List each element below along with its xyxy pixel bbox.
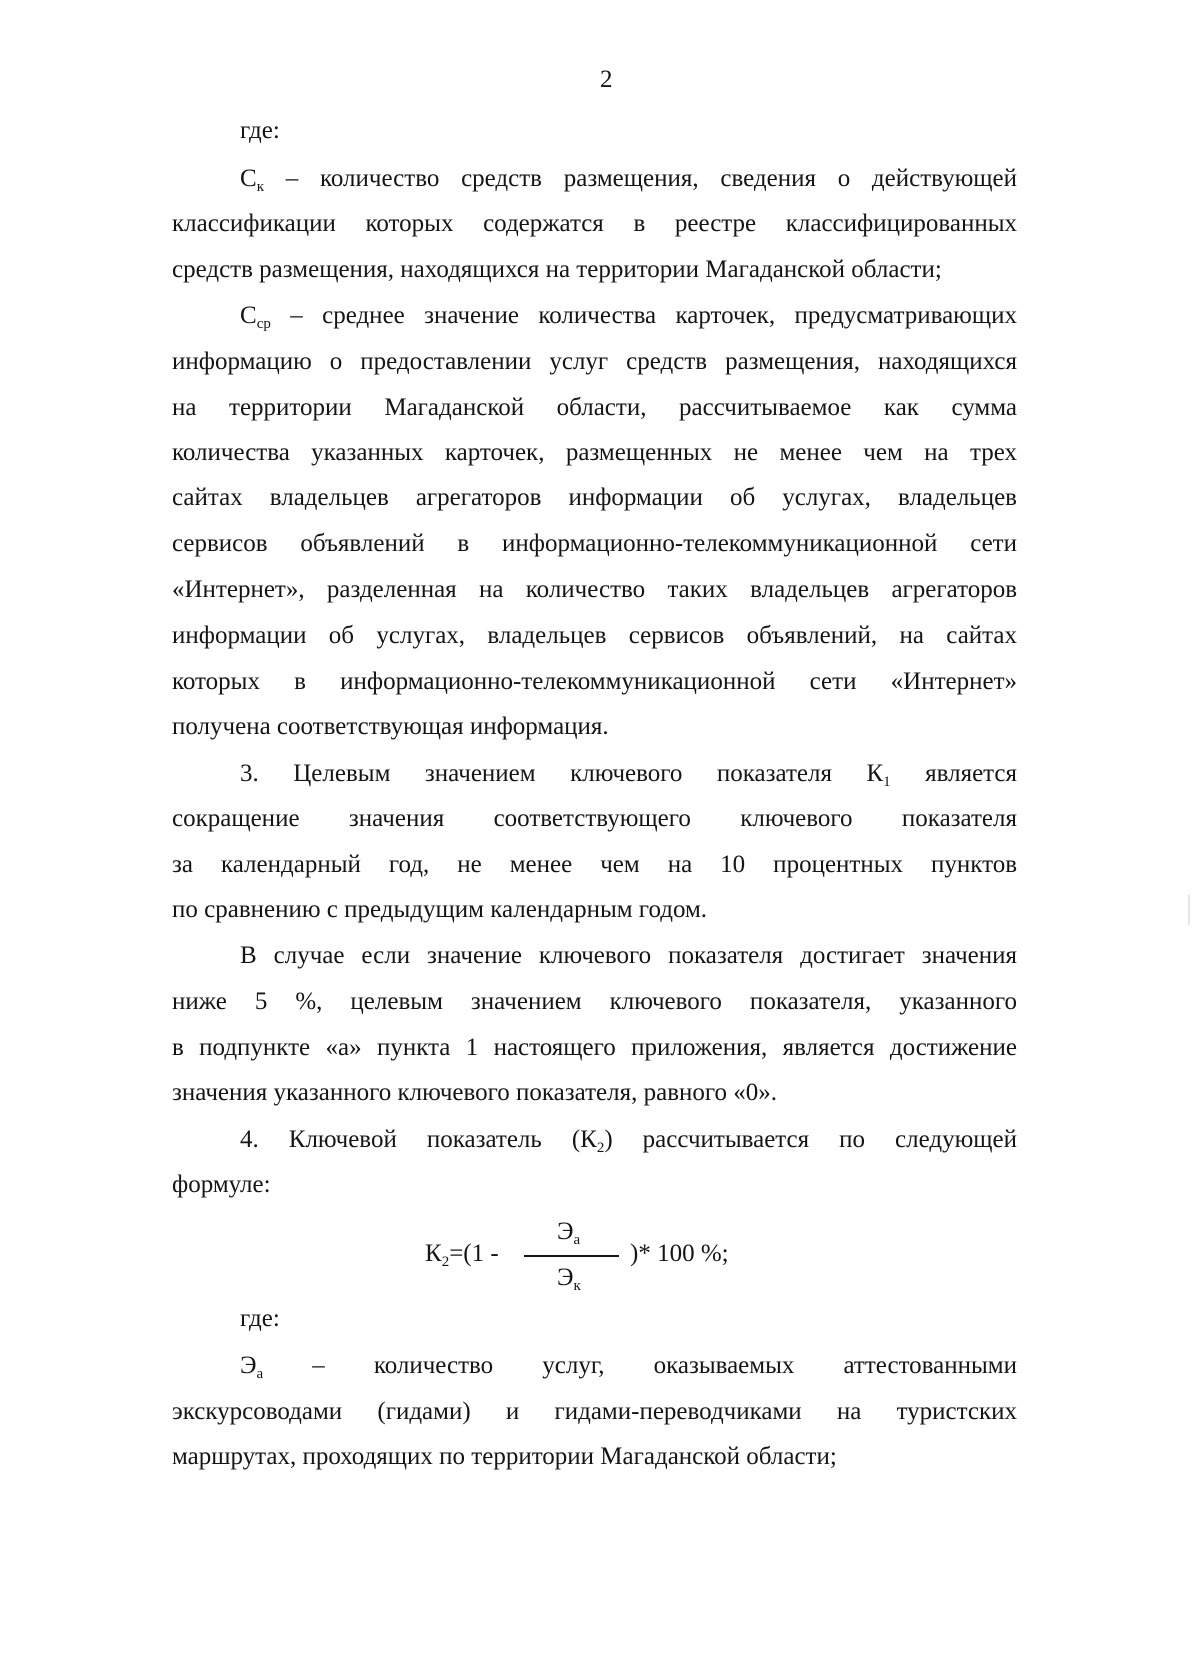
csr-definition-line-8: информации об услугах, владельцев сервисов объявлений, на сайтах [172, 622, 1017, 649]
ck-definition-line-2: классификации которых содержатся в реестре классифицированных [172, 210, 1017, 237]
ck-symbol: С [240, 165, 257, 192]
ea-definition-line-2: экскурсоводами (гидами) и гидами-переводчиками на туристских [172, 1398, 1017, 1425]
item-4-line-1: 4. Ключевой показатель $(К_2)$ рассчитывается по следующей [240, 1126, 1017, 1156]
csr-definition-line-10: получена соответствующая информация. [172, 713, 609, 740]
csr-definition-line-3: на территории Магаданской области, рассчитываемое как сумма [172, 394, 1017, 421]
csr-subscript: ср [256, 316, 271, 332]
formula-lhs: $К_2=(1$ - [425, 1240, 499, 1270]
csr-definition-line-9: которых в информационно-телекоммуникационной сети «Интернет» [172, 668, 1017, 695]
csr-definition-line-4: количества указанных карточек, размещенных не менее чем на трех [172, 439, 1017, 466]
formula-numerator: $Э_а$ [557, 1218, 581, 1248]
csr-definition-line-2: информацию о предоставлении услуг средств размещения, находящихся [172, 348, 1017, 375]
csr-symbol: С [240, 302, 257, 329]
where-label-2: где: [240, 1305, 280, 1332]
ea-definition-line-3: маршрутах, проходящих по территории Магаданской области; [172, 1443, 837, 1470]
case-paragraph-line-2: ниже 5 %, целевым значением ключевого показателя, указанного [172, 988, 1017, 1015]
fraction-bar [524, 1255, 619, 1257]
scan-artifact [1188, 895, 1190, 925]
csr-definition-line-1: $С_{ср}$ – среднее значение количества карточек, предусматривающих [240, 302, 1017, 332]
csr-definition-line-6: сервисов объявлений в информационно-телекоммуникационной сети [172, 530, 1017, 557]
item-4-line-2: формуле: [172, 1171, 271, 1198]
item-3-line-2: сокращение значения соответствующего ключевого показателя [172, 805, 1017, 832]
ea-subscript: а [256, 1366, 264, 1382]
case-paragraph-line-1: В случае если значение ключевого показателя достигает значения [240, 942, 1017, 969]
ea-definition-line-1: $Э_а$ – количество услуг, оказываемых аттестованными [240, 1352, 1018, 1382]
where-label: где: [240, 117, 280, 144]
formula-denominator: $Э_к$ [557, 1264, 581, 1294]
ck-definition-line-1: $С_к$ – количество средств размещения, сведения о действующей [240, 165, 1017, 195]
item-3-line-4: по сравнению с предыдущим календарным годом. [172, 896, 708, 923]
formula-tail: )* 100 %; [630, 1240, 729, 1267]
ck-subscript: к [256, 179, 264, 195]
case-paragraph-line-3: в подпункте «а» пункта 1 настоящего приложения, является достижение [172, 1034, 1017, 1061]
k1-subscript: 1 [883, 774, 891, 790]
item-3-line-1: 3. Целевым значением ключевого показателя $К_1$ является [240, 760, 1018, 790]
ea-symbol: Э [240, 1352, 257, 1379]
page-number: 2 [600, 66, 613, 93]
k2-subscript: 2 [596, 1140, 605, 1156]
item-3-line-3: за календарный год, не менее чем на 10 процентных пунктов [172, 851, 1017, 878]
case-paragraph-line-4: значения указанного ключевого показателя, равного «0». [172, 1079, 778, 1106]
csr-definition-line-5: сайтах владельцев агрегаторов информации об услугах, владельцев [172, 484, 1017, 511]
ck-definition-line-3: средств размещения, находящихся на территории Магаданской области; [172, 256, 942, 283]
csr-definition-line-7: «Интернет», разделенная на количество таких владельцев агрегаторов [172, 576, 1017, 603]
